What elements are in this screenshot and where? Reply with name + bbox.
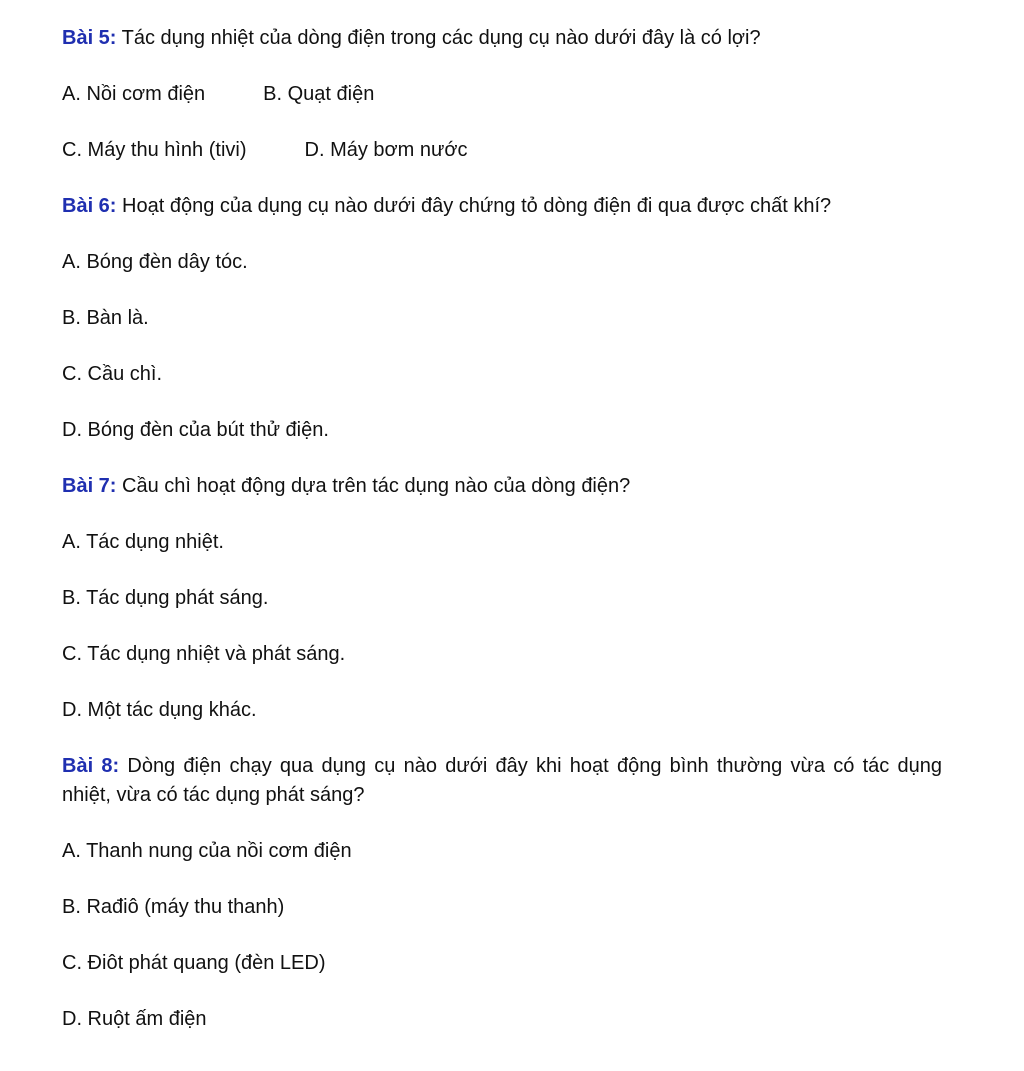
option-d: D. Một tác dụng khác. — [62, 699, 257, 721]
question-text: Cầu chì hoạt động dựa trên tác dụng nào của dòng điện? — [116, 475, 631, 497]
question-7 — [62, 472, 942, 501]
option-row — [62, 136, 942, 165]
question-6 — [62, 192, 942, 221]
question-8 — [62, 752, 942, 810]
option-b: B. Bàn là. — [62, 307, 149, 329]
option-b: B. Quạt điện — [263, 83, 375, 105]
option-d: D. Bóng đèn của bút thử điện. — [62, 419, 329, 441]
option-row — [62, 80, 942, 109]
question-number: Bài 5: — [62, 27, 117, 49]
option-a: A. Nồi cơm điện — [62, 83, 206, 105]
option-c: C. Cầu chì. — [62, 363, 163, 385]
question-number: Bài 7: — [62, 475, 117, 497]
document — [62, 24, 942, 1034]
question-text: Dòng điện chạy qua dụng cụ nào dưới đây khi hoạt động bình thường vừa có tác dụng nhiệt, vừa có tác dụng phát sáng? — [62, 755, 942, 806]
question-5 — [62, 24, 942, 53]
question-number: Bài 6: — [62, 195, 117, 217]
option-d: D. Ruột ấm điện — [62, 1008, 207, 1030]
option-c: C. Máy thu hình (tivi) — [62, 139, 247, 161]
question-text: Hoạt động của dụng cụ nào dưới đây chứng tỏ dòng điện đi qua được chất khí? — [116, 195, 832, 217]
option-c: C. Tác dụng nhiệt và phát sáng. — [62, 643, 346, 665]
option-b: B. Tác dụng phát sáng. — [62, 587, 269, 609]
option-b: B. Rađiô (máy thu thanh) — [62, 896, 285, 918]
option-a: A. Bóng đèn dây tóc. — [62, 251, 248, 273]
option-d: D. Máy bơm nước — [304, 139, 468, 161]
option-a: A. Thanh nung của nồi cơm điện — [62, 840, 352, 862]
question-number: Bài 8: — [62, 755, 120, 777]
option-c: C. Điôt phát quang (đèn LED) — [62, 952, 326, 974]
option-a: A. Tác dụng nhiệt. — [62, 531, 224, 553]
question-text: Tác dụng nhiệt của dòng điện trong các dụng cụ nào dưới đây là có lợi? — [116, 27, 761, 49]
